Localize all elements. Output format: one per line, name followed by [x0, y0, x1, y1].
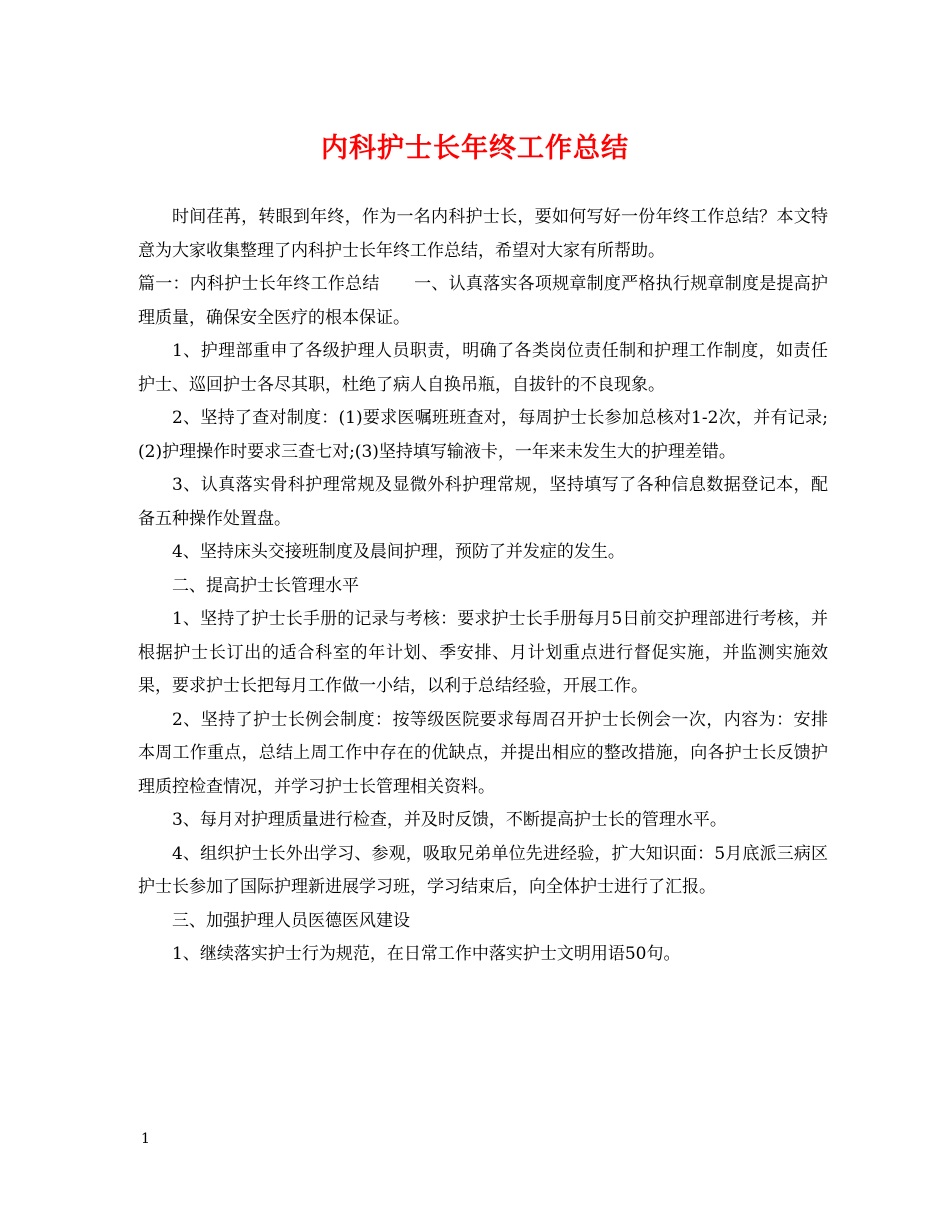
- paragraph-item: 4、组织护士长外出学习、参观，吸取兄弟单位先进经验，扩大知识面：5月底派三病区护士长参加了国际护理新进展学习班，学习结束后，向全体护士进行了汇报。: [138, 843, 828, 897]
- page-number: 1: [141, 1131, 150, 1147]
- paragraph-intro: 时间荏苒，转眼到年终，作为一名内科护士长，要如何写好一份年终工作总结？本文特意为大家收集整理了内科护士长年终工作总结，希望对大家有所帮助。: [138, 207, 828, 261]
- document-body: [138, 201, 828, 972]
- paragraph-item: 1、继续落实护士行为规范，在日常工作中落实护士文明用语50句。: [172, 944, 681, 964]
- paragraph-item: 3、每月对护理质量进行检查，并及时反馈，不断提高护士长的管理水平。: [172, 810, 727, 830]
- paragraph-item: 1、坚持了护士长手册的记录与考核：要求护士长手册每月5日前交护理部进行考核，并根据护士长订出的适合科室的年计划、季安排、月计划重点进行督促实施，并监测实施效果，要求护士长把每月工作做一小结，以利于总结经验，开展工作。: [138, 609, 828, 696]
- paragraph-item: 1、护理部重申了各级护理人员职责，明确了各类岗位责任制和护理工作制度，如责任护士、巡回护士各尽其职，杜绝了病人自换吊瓶，自拔针的不良现象。: [138, 341, 828, 395]
- section-heading: 三、加强护理人员医德医风建设: [172, 910, 410, 931]
- paragraph-item: 4、坚持床头交接班制度及晨间护理，预防了并发症的发生。: [172, 542, 625, 562]
- paragraph-item: 2、坚持了查对制度：(1)要求医嘱班班查对，每周护士长参加总核对1-2次，并有记录;(2)护理操作时要求三查七对;(3)坚持填写输液卡，一年来未发生大的护理差错。: [138, 408, 828, 462]
- paragraph-section-one: 篇一：内科护士长年终工作总结 一、认真落实各项规章制度严格执行规章制度是提高护理质量，确保安全医疗的根本保证。: [138, 274, 828, 328]
- section-heading: 二、提高护士长管理水平: [172, 575, 359, 596]
- document-title: 内科护士长年终工作总结: [321, 133, 629, 164]
- paragraph-item: 2、坚持了护士长例会制度：按等级医院要求每周召开护士长例会一次，内容为：安排本周工作重点，总结上周工作中存在的优缺点，并提出相应的整改措施，向各护士长反馈护理质控检查情况，并学习护士长管理相关资料。: [138, 709, 828, 797]
- paragraph-item: 3、认真落实骨科护理常规及显微外科护理常规，坚持填写了各种信息数据登记本，配备五种操作处置盘。: [138, 475, 828, 529]
